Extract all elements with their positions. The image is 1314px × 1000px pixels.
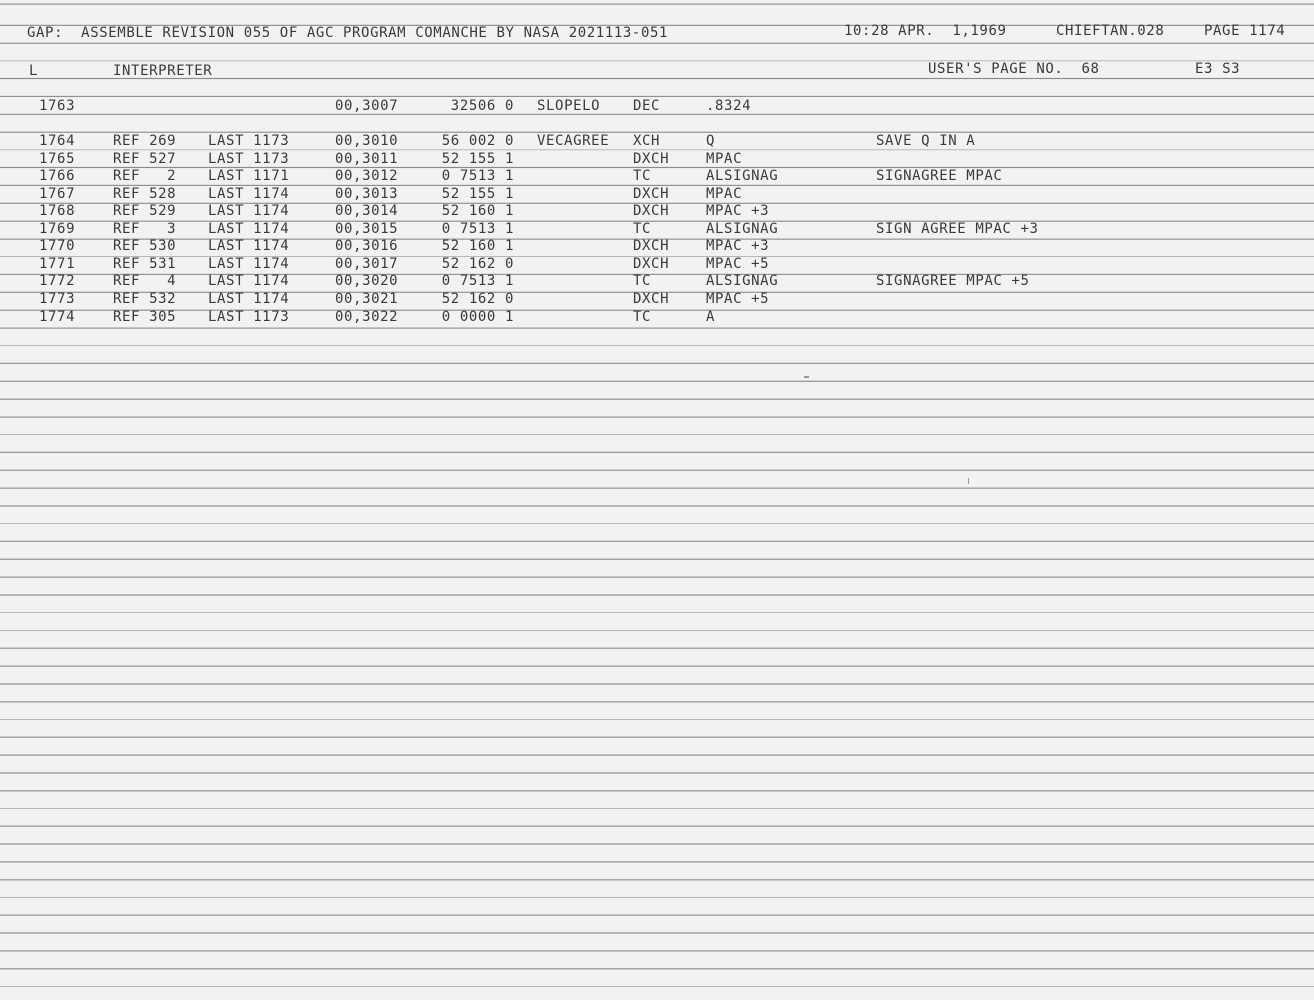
operand: .8324 [706,98,752,114]
opcode: DXCH [633,203,670,219]
operand: MPAC [706,186,743,202]
address-column: 00,3022 [335,309,399,325]
line-number: 1773 [39,291,76,307]
print-timestamp: 10:28 APR. 1,1969 [844,23,1007,39]
paper-speck [804,376,809,378]
comment: SIGNAGREE MPAC +5 [876,273,1030,289]
ref-column: REF 527 [113,151,177,167]
line-number: 1767 [39,186,76,202]
address-column: 00,3017 [335,256,399,272]
line-number: 1765 [39,151,76,167]
octal-word: 52 162 0 [441,256,514,272]
operand: Q [706,133,716,149]
operand: MPAC +5 [706,256,770,272]
paper-speck [968,478,969,484]
line-number: 1766 [39,168,76,184]
octal-word: 52 162 0 [441,291,514,307]
octal-word: 52 155 1 [441,186,514,202]
operand: MPAC +3 [706,238,770,254]
octal-word: 0 7513 1 [441,168,514,184]
operand: MPAC [706,151,743,167]
operand: A [706,309,716,325]
line-number: 1768 [39,203,76,219]
line-number: 1763 [39,98,76,114]
address-column: 00,3016 [335,238,399,254]
ref-column: REF 530 [113,238,177,254]
operand: MPAC +3 [706,203,770,219]
ref-column: REF 2 [113,168,177,184]
opcode: DXCH [633,151,670,167]
octal-word: 32506 0 [450,98,514,114]
line-number: 1772 [39,273,76,289]
address-column: 00,3015 [335,221,399,237]
operand: ALSIGNAG [706,273,779,289]
opcode: DXCH [633,291,670,307]
last-column: LAST 1174 [208,203,290,219]
address-column: 00,3012 [335,168,399,184]
octal-word: 52 160 1 [441,238,514,254]
ref-column: REF 529 [113,203,177,219]
operand: ALSIGNAG [706,221,779,237]
octal-word: 0 7513 1 [441,221,514,237]
operand: ALSIGNAG [706,168,779,184]
last-column: LAST 1173 [208,151,290,167]
address-column: 00,3011 [335,151,399,167]
line-number: 1764 [39,133,76,149]
last-column: LAST 1174 [208,221,290,237]
comment: SIGN AGREE MPAC +3 [876,221,1039,237]
last-column: LAST 1171 [208,168,290,184]
opcode: TC [633,273,652,289]
ref-column: REF 532 [113,291,177,307]
opcode: XCH [633,133,661,149]
opcode: DXCH [633,186,670,202]
octal-word: 0 0000 1 [441,309,514,325]
last-column: LAST 1174 [208,256,290,272]
ref-column: REF 4 [113,273,177,289]
last-column: LAST 1174 [208,291,290,307]
comment: SAVE Q IN A [876,133,976,149]
opcode: TC [633,221,652,237]
line-number: 1770 [39,238,76,254]
log-marker: L [29,63,39,79]
symbol-label: VECAGREE [537,133,610,149]
last-column: LAST 1174 [208,273,290,289]
operand: MPAC +5 [706,291,770,307]
line-number: 1769 [39,221,76,237]
ref-column: REF 528 [113,186,177,202]
octal-word: 52 155 1 [441,151,514,167]
address-column: 00,3007 [335,98,399,114]
opcode: TC [633,168,652,184]
ref-column: REF 269 [113,133,177,149]
opcode: DEC [633,98,661,114]
line-number: 1774 [39,309,76,325]
ref-column: REF 531 [113,256,177,272]
opcode: DXCH [633,238,670,254]
page-number: PAGE 1174 [1204,23,1286,39]
users-page-number: USER'S PAGE NO. 68 [928,61,1100,77]
ref-column: REF 3 [113,221,177,237]
last-column: LAST 1173 [208,133,290,149]
symbol-label: SLOPELO [537,98,601,114]
octal-word: 52 160 1 [441,203,514,219]
assembly-title: GAP: ASSEMBLE REVISION 055 OF AGC PROGRAM COMANCHE BY NASA 2021113-051 [27,25,669,41]
job-name: CHIEFTAN.028 [1056,23,1165,39]
comment: SIGNAGREE MPAC [876,168,1003,184]
address-column: 00,3013 [335,186,399,202]
octal-word: 56 002 0 [441,133,514,149]
ref-column: REF 305 [113,309,177,325]
address-column: 00,3014 [335,203,399,219]
opcode: DXCH [633,256,670,272]
bank-code: E3 S3 [1195,61,1241,77]
address-column: 00,3010 [335,133,399,149]
opcode: TC [633,309,652,325]
last-column: LAST 1173 [208,309,290,325]
octal-word: 0 7513 1 [441,273,514,289]
last-column: LAST 1174 [208,186,290,202]
address-column: 00,3020 [335,273,399,289]
line-number: 1771 [39,256,76,272]
last-column: LAST 1174 [208,238,290,254]
section-title: INTERPRETER [113,63,213,79]
address-column: 00,3021 [335,291,399,307]
